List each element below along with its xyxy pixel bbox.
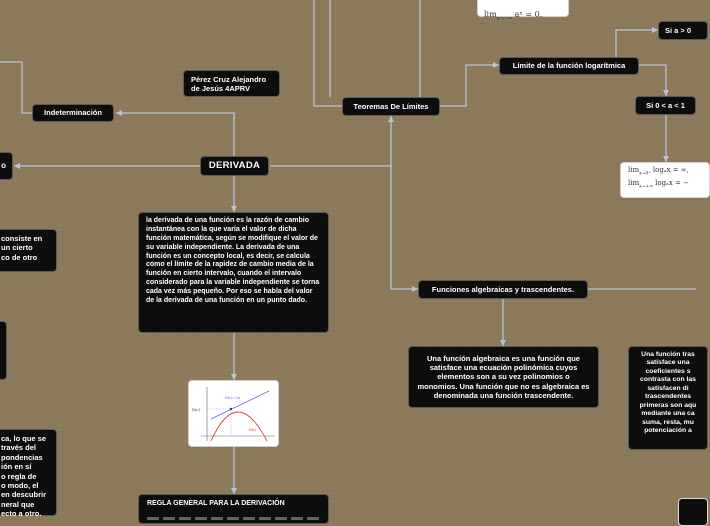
limit-formula: $\lim_{x\to-\infty}$ aˣ = 0. bbox=[484, 10, 543, 22]
left-top-line-2: co de otro bbox=[1, 252, 38, 262]
arrow-left-mid bbox=[14, 163, 20, 169]
link-limitelog-amayor bbox=[616, 30, 658, 57]
funcion-algebraica-text: Una función algebraica es una función que satisface una ecuación polinómica cuyos elementos son a su vez polinomios o monomios. Una función que no es algebraica es denominada una función trascendente. bbox=[417, 353, 590, 401]
regla-general-node[interactable] bbox=[138, 494, 329, 524]
limite-log-node[interactable] bbox=[499, 57, 639, 75]
log-limit-line1: $\lim_{x\to 0^+} \log_ax$ = ∞, bbox=[628, 166, 689, 177]
trasc-line-3: contrasta con las bbox=[640, 376, 696, 384]
trasc-line-8: suma, resta, mu bbox=[642, 418, 694, 426]
definicion-text: la derivada de una función es la razón de cambio instantánea con la que varía el valor de dicha función matemática, según se modifique el valor de su variable independiente. La derivada de una función es un concepto local, es decir, se calcula como el límite de la rapidez de cambio media de la función en cierto intervalo, cuando el intervalo considerado para la variable independiente se torna cada vez más pequeño. Por eso se habla del valor de la derivada de una función en un punto dado. bbox=[146, 217, 320, 304]
author-label: Pérez Cruz Alejandro de Jesús 4APRV bbox=[191, 75, 267, 94]
indeterminacion-label: Indeterminación bbox=[44, 108, 102, 118]
funcion-trascendente-node[interactable] bbox=[628, 346, 708, 450]
link-indeterminacion-left bbox=[0, 62, 32, 113]
function-curve bbox=[211, 412, 267, 441]
trasc-line-7: mediante una ca bbox=[641, 410, 695, 418]
link-limitelog-amenor bbox=[636, 65, 666, 96]
link-derivada-right bbox=[270, 116, 391, 166]
regla-general-next-line bbox=[147, 517, 320, 520]
trasc-line-6: primeras son aqu bbox=[639, 401, 697, 409]
regla-general-label: REGLA GENERAL PARA LA DERIVACIÓN bbox=[147, 500, 285, 507]
a-menor-label: Si 0 < a < 1 bbox=[646, 100, 685, 110]
left-mid-label: o bbox=[1, 161, 6, 170]
left-bottom-line-4: o regla de bbox=[1, 471, 37, 481]
funcion-algebraica-node[interactable] bbox=[408, 346, 599, 408]
arrow-indeterminacion bbox=[116, 110, 122, 116]
indeterminacion-node[interactable] bbox=[32, 104, 114, 122]
derivative-graph bbox=[189, 381, 280, 448]
left-mid-node[interactable] bbox=[0, 152, 13, 180]
left-small-node[interactable] bbox=[0, 321, 7, 380]
left-bottom-line-8: ecto a otro. bbox=[1, 509, 42, 518]
left-bottom-line-0: ca, lo que se bbox=[1, 434, 47, 443]
limit-formula-card bbox=[477, 0, 569, 22]
left-bottom-text-node[interactable] bbox=[0, 429, 57, 516]
trasc-line-0: Una función tras bbox=[641, 351, 695, 358]
derivada-node[interactable] bbox=[200, 156, 269, 176]
derivada-label: DERIVADA bbox=[208, 160, 261, 172]
link-teoremas-limitelog bbox=[440, 65, 499, 106]
trasc-line-5: trascendentes bbox=[644, 393, 692, 401]
arrow-teoremas bbox=[388, 116, 394, 122]
funciones-label: Funciones algebraicas y trascendentes. bbox=[431, 284, 575, 294]
author-node[interactable] bbox=[183, 70, 280, 97]
definicion-node[interactable] bbox=[138, 212, 329, 333]
funciones-node[interactable] bbox=[418, 280, 588, 299]
log-limits-card bbox=[620, 162, 710, 198]
teoremas-label: Teoremas De Límites bbox=[353, 101, 429, 111]
left-top-line-1: un cierto bbox=[1, 243, 33, 253]
left-top-text-node[interactable] bbox=[0, 229, 57, 272]
left-bottom-line-6: en descubrir bbox=[1, 490, 47, 500]
a-mayor-node[interactable] bbox=[658, 21, 708, 40]
trasc-line-2: coeficientes s bbox=[645, 367, 691, 375]
graph-label-fx0: f(x₀) bbox=[192, 407, 201, 412]
trasc-line-4: satisfacen di bbox=[647, 384, 689, 392]
left-bottom-line-1: través del bbox=[1, 443, 37, 453]
trasc-line-9: potenciación a bbox=[644, 427, 692, 435]
left-bottom-line-3: ión en sí bbox=[1, 462, 32, 472]
left-top-line-0: consiste en bbox=[1, 234, 43, 243]
derivative-graph-card bbox=[188, 380, 279, 447]
graph-label-fx: f(x) bbox=[249, 427, 256, 432]
bottom-right-node[interactable] bbox=[678, 498, 708, 526]
graph-label-tangent: f(x)=3x bbox=[225, 395, 241, 400]
link-teoremas-funciones bbox=[391, 166, 418, 289]
teoremas-node[interactable] bbox=[342, 97, 440, 116]
limite-log-label: Límite de la función logarítmica bbox=[512, 61, 626, 71]
left-bottom-line-2: pondencias bbox=[1, 452, 43, 462]
link-derivada-indeterminacion bbox=[116, 113, 234, 156]
left-bottom-line-7: neral que bbox=[1, 499, 35, 509]
left-bottom-line-5: o modo, el bbox=[1, 480, 39, 490]
a-menor-node[interactable] bbox=[635, 96, 696, 115]
trasc-line-1: satisface una bbox=[646, 359, 690, 367]
log-limit-line2: $\lim_{x\to+\infty} \log_ax$ = − bbox=[628, 179, 689, 190]
a-mayor-label: Si a > 0 bbox=[665, 25, 692, 35]
